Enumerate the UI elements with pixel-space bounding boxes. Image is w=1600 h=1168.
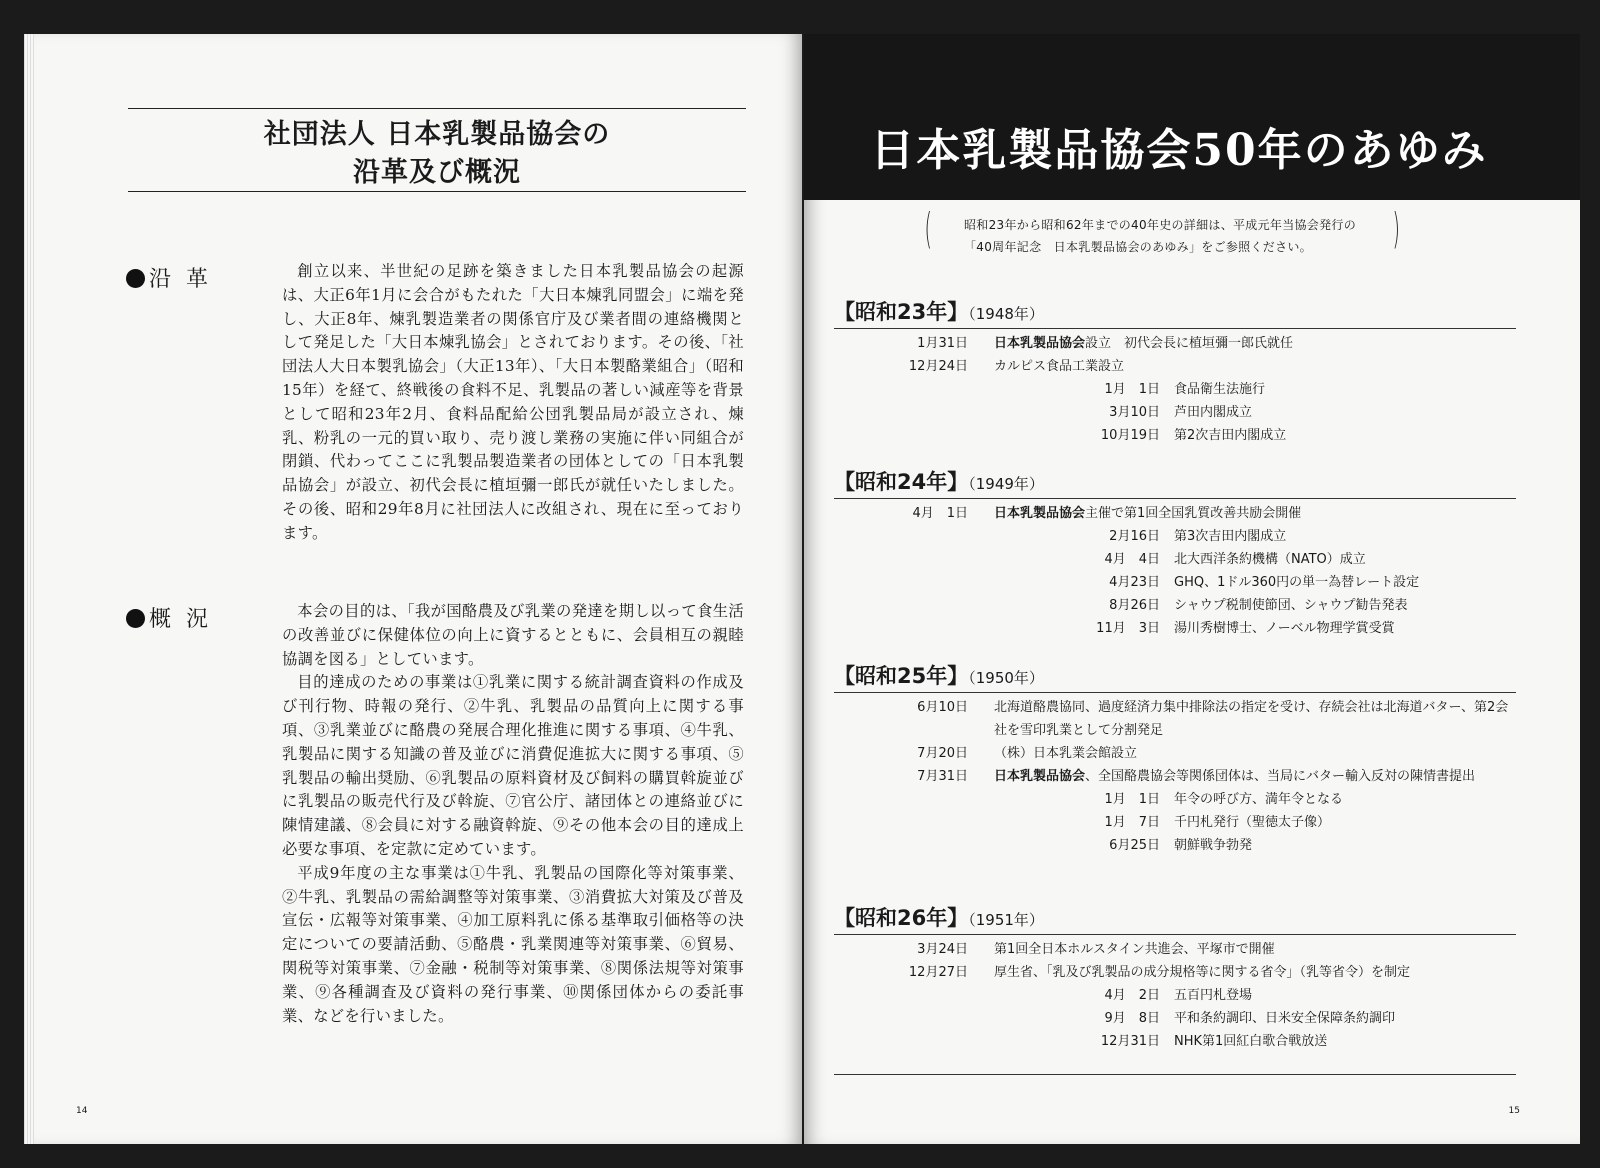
bullet-icon xyxy=(126,269,145,288)
world-event-text: 芦田内閣成立 xyxy=(1174,405,1253,420)
world-event-text: 朝鮮戦争勃発 xyxy=(1174,838,1253,853)
association-event xyxy=(834,696,1516,742)
title-banner xyxy=(804,34,1580,200)
overview-heading-text: 概 況 xyxy=(149,607,212,632)
western-year: （1948年） xyxy=(968,305,1044,323)
page-number: 15 xyxy=(1508,1106,1520,1116)
bullet-icon xyxy=(126,609,145,628)
left-page xyxy=(24,34,802,1144)
year-heading xyxy=(834,296,1516,329)
world-event-date: 1月 7日 xyxy=(1104,815,1160,830)
world-event-date: 11月 3日 xyxy=(1096,621,1160,636)
western-year: （1950年） xyxy=(968,669,1044,687)
event-description: 厚生省、「乳及び乳製品の成分規格等に関する省令」（乳等省令）を制定 xyxy=(994,965,1411,980)
event-bold-text: 日本乳製品協会 xyxy=(994,506,1086,521)
western-year: （1949年） xyxy=(968,475,1044,493)
association-event xyxy=(834,938,1516,961)
history-body xyxy=(282,260,744,546)
event-text xyxy=(994,696,1516,742)
world-event xyxy=(834,1007,1516,1030)
world-event-text: 第2次吉田内閣成立 xyxy=(1174,428,1287,443)
world-event-date: 4月 4日 xyxy=(1104,552,1160,567)
event-date: 12月27日 xyxy=(908,965,968,980)
title-line-2: 沿革及び概況 xyxy=(353,157,521,188)
year-heading xyxy=(834,902,1516,935)
event-bold-text: 日本乳製品協会 xyxy=(994,336,1086,351)
world-event-text: 五百円札登場 xyxy=(1174,988,1253,1003)
page-number: 14 xyxy=(76,1106,88,1116)
era-label: 【昭和26年】 xyxy=(834,906,969,930)
world-event-date: 8月26日 xyxy=(1109,598,1160,613)
world-event-date: 1月 1日 xyxy=(1104,792,1160,807)
event-text xyxy=(994,961,1516,984)
world-event-text: 北大西洋条約機構（NATO）成立 xyxy=(1174,552,1366,567)
event-description: カルピス食品工業設立 xyxy=(994,359,1125,374)
event-text xyxy=(994,502,1516,525)
event-text xyxy=(994,938,1516,961)
world-event xyxy=(834,378,1516,401)
close-paren: ) xyxy=(1392,204,1400,253)
association-event xyxy=(834,742,1516,765)
association-event xyxy=(834,502,1516,525)
association-event xyxy=(834,961,1516,984)
world-event-date: 3月10日 xyxy=(1109,405,1160,420)
era-label: 【昭和23年】 xyxy=(834,300,969,324)
world-event-text: 千円札発行（聖徳太子像） xyxy=(1174,815,1331,830)
world-event-date: 12月31日 xyxy=(1100,1034,1160,1049)
overview-paragraph: 本会の目的は、「我が国酪農及び乳業の発達を期し以って食生活の改善並びに保健体位の向上に資するとともに、会員相互の親睦協調を図る」としています。 xyxy=(282,602,744,668)
world-event-date: 6月25日 xyxy=(1109,838,1160,853)
reference-note xyxy=(964,214,1404,258)
overview-heading xyxy=(126,602,212,633)
event-text xyxy=(994,742,1516,765)
world-event-date: 2月16日 xyxy=(1109,529,1160,544)
note-line-2: 「40周年記念 日本乳製品協会のあゆみ」をご参照ください。 xyxy=(964,240,1312,254)
event-date: 6月10日 xyxy=(917,700,968,715)
western-year: （1951年） xyxy=(968,911,1044,929)
event-date: 1月31日 xyxy=(917,336,968,351)
bottom-rule xyxy=(834,1074,1516,1075)
event-description: 、全国酪農協会等関係団体は、当局にバター輸入反対の陳情書提出 xyxy=(1085,769,1476,784)
association-event xyxy=(834,332,1516,355)
world-event-date: 10月19日 xyxy=(1100,428,1160,443)
event-description: 北海道酪農協同、過度経済力集中排除法の指定を受け、存続会社は北海道バター、第2会社を雪印乳業として分割発足 xyxy=(994,700,1509,738)
world-event-date: 9月 8日 xyxy=(1104,1011,1160,1026)
world-event-text: 湯川秀樹博士、ノーベル物理学賞受賞 xyxy=(1174,621,1395,636)
event-description: 設立 初代会長に植垣彌一郎氏就任 xyxy=(1085,336,1294,351)
world-event xyxy=(834,525,1516,548)
history-heading-text: 沿 革 xyxy=(149,267,212,292)
note-line-1: 昭和23年から昭和62年までの40年史の詳細は、平成元年当協会発行の xyxy=(964,218,1357,232)
world-event xyxy=(834,548,1516,571)
event-text xyxy=(994,332,1516,355)
world-event xyxy=(834,424,1516,447)
world-event-text: 食品衛生法施行 xyxy=(1174,382,1266,397)
world-event xyxy=(834,571,1516,594)
world-event-date: 4月 2日 xyxy=(1104,988,1160,1003)
world-event xyxy=(834,811,1516,834)
event-description: （株）日本乳業会館設立 xyxy=(994,746,1138,761)
year-heading xyxy=(834,466,1516,499)
event-date: 3月24日 xyxy=(917,942,968,957)
event-description: 主催で第1回全国乳質改善共励会開催 xyxy=(1085,506,1302,521)
world-event xyxy=(834,1030,1516,1053)
world-event-text: 年令の呼び方、満年令となる xyxy=(1174,792,1344,807)
history-heading xyxy=(126,262,212,293)
history-paragraph: 創立以来、半世紀の足跡を築きました日本乳製品協会の起源は、大正6年1月に会合がもたれた「大日本煉乳同盟会」に端を発し、大正8年、煉乳製造業者の関係官庁及び業者間の連絡機関として発足した「大日本煉乳協会」とされております。その後、「社団法人大日本製乳協会」（大正13年）、「大日本製酪業組合」（昭和15年）を経て、終戦後の食料不足、乳製品の著しい減産等を背景として昭和23年2月、食料品配給公団乳製品局が設立され、煉乳、粉乳の一元的買い取り、売り渡し業務の実施に伴い同組合が閉鎖、代わってここに乳製品製造業者の団体としての「日本乳製品協会」が設立、初代会長に植垣彌一郎氏が就任いたしました。その後、昭和29年8月に社団法人に改組され、現在に至っております。 xyxy=(282,262,744,542)
title-rule-top xyxy=(128,108,746,109)
world-event-date: 1月 1日 xyxy=(1104,382,1160,397)
year-section xyxy=(834,660,1516,857)
banner-title: 日本乳製品協会50年のあゆみ xyxy=(870,125,1488,176)
title-rule-bottom xyxy=(128,191,746,192)
era-label: 【昭和25年】 xyxy=(834,664,969,688)
overview-paragraph: 平成9年度の主な事業は①牛乳、乳製品の国際化等対策事業、②牛乳、乳製品の需給調整等対策事業、③消費拡大対策及び普及宣伝・広報等対策事業、④加工原料乳に係る基準取引価格等の決定についての要請活動、⑤酪農・乳業関連等対策事業、⑥貿易、関税等対策事業、⑦金融・税制等対策事業、⑧関係法規等対策事業、⑨各種調査及び資料の発行事業、⑩関係団体からの委託事業、などを行いました。 xyxy=(282,863,744,1025)
world-event xyxy=(834,984,1516,1007)
world-event xyxy=(834,594,1516,617)
association-event xyxy=(834,765,1516,788)
year-section xyxy=(834,466,1516,640)
overview-body xyxy=(282,600,744,1028)
world-event xyxy=(834,617,1516,640)
world-event-text: GHQ、1ドル360円の単一為替レート設定 xyxy=(1174,575,1420,590)
year-section xyxy=(834,296,1516,447)
page-edge xyxy=(24,34,34,1144)
world-event-date: 4月23日 xyxy=(1109,575,1160,590)
event-date: 4月 1日 xyxy=(912,506,968,521)
world-event xyxy=(834,401,1516,424)
world-event-text: 第3次吉田内閣成立 xyxy=(1174,529,1287,544)
title-line-1: 社団法人 日本乳製品協会の xyxy=(263,119,611,150)
world-event-text: シャウプ税制使節団、シャウプ勧告発表 xyxy=(1174,598,1408,613)
right-page xyxy=(804,34,1580,1144)
event-text xyxy=(994,355,1516,378)
event-date: 7月31日 xyxy=(917,769,968,784)
world-event xyxy=(834,788,1516,811)
world-event xyxy=(834,834,1516,857)
world-event-text: 平和条約調印、日米安全保障条約調印 xyxy=(1174,1011,1396,1026)
world-event-text: NHK第1回紅白歌合戦放送 xyxy=(1174,1034,1328,1049)
event-date: 7月20日 xyxy=(917,746,968,761)
year-heading xyxy=(834,660,1516,693)
event-bold-text: 日本乳製品協会 xyxy=(994,769,1086,784)
open-paren: ( xyxy=(924,204,932,253)
era-label: 【昭和24年】 xyxy=(834,470,969,494)
association-event xyxy=(834,355,1516,378)
overview-paragraph: 目的達成のための事業は①乳業に関する統計調査資料の作成及び刊行物、時報の発行、②牛乳、乳製品の品質向上に関する事項、③乳業並びに酪農の発展合理化推進に関する事項、④牛乳、乳製品に関する知識の普及並びに消費促進拡大に関する事項、⑤乳製品の輸出奨励、⑥乳製品の原料資材及び飼料の購買斡旋並びに乳製品の販売代行及び斡旋、⑦官公庁、諸団体との連絡並びに陳情建議、⑧会員に対する融資斡旋、⑨その他本会の目的達成上必要な事項、を定款に定めています。 xyxy=(282,673,744,858)
event-text xyxy=(994,765,1516,788)
year-section xyxy=(834,902,1516,1053)
event-date: 12月24日 xyxy=(908,359,968,374)
event-description: 第1回全日本ホルスタイン共進会、平塚市で開催 xyxy=(994,942,1275,957)
page-title xyxy=(128,116,746,192)
